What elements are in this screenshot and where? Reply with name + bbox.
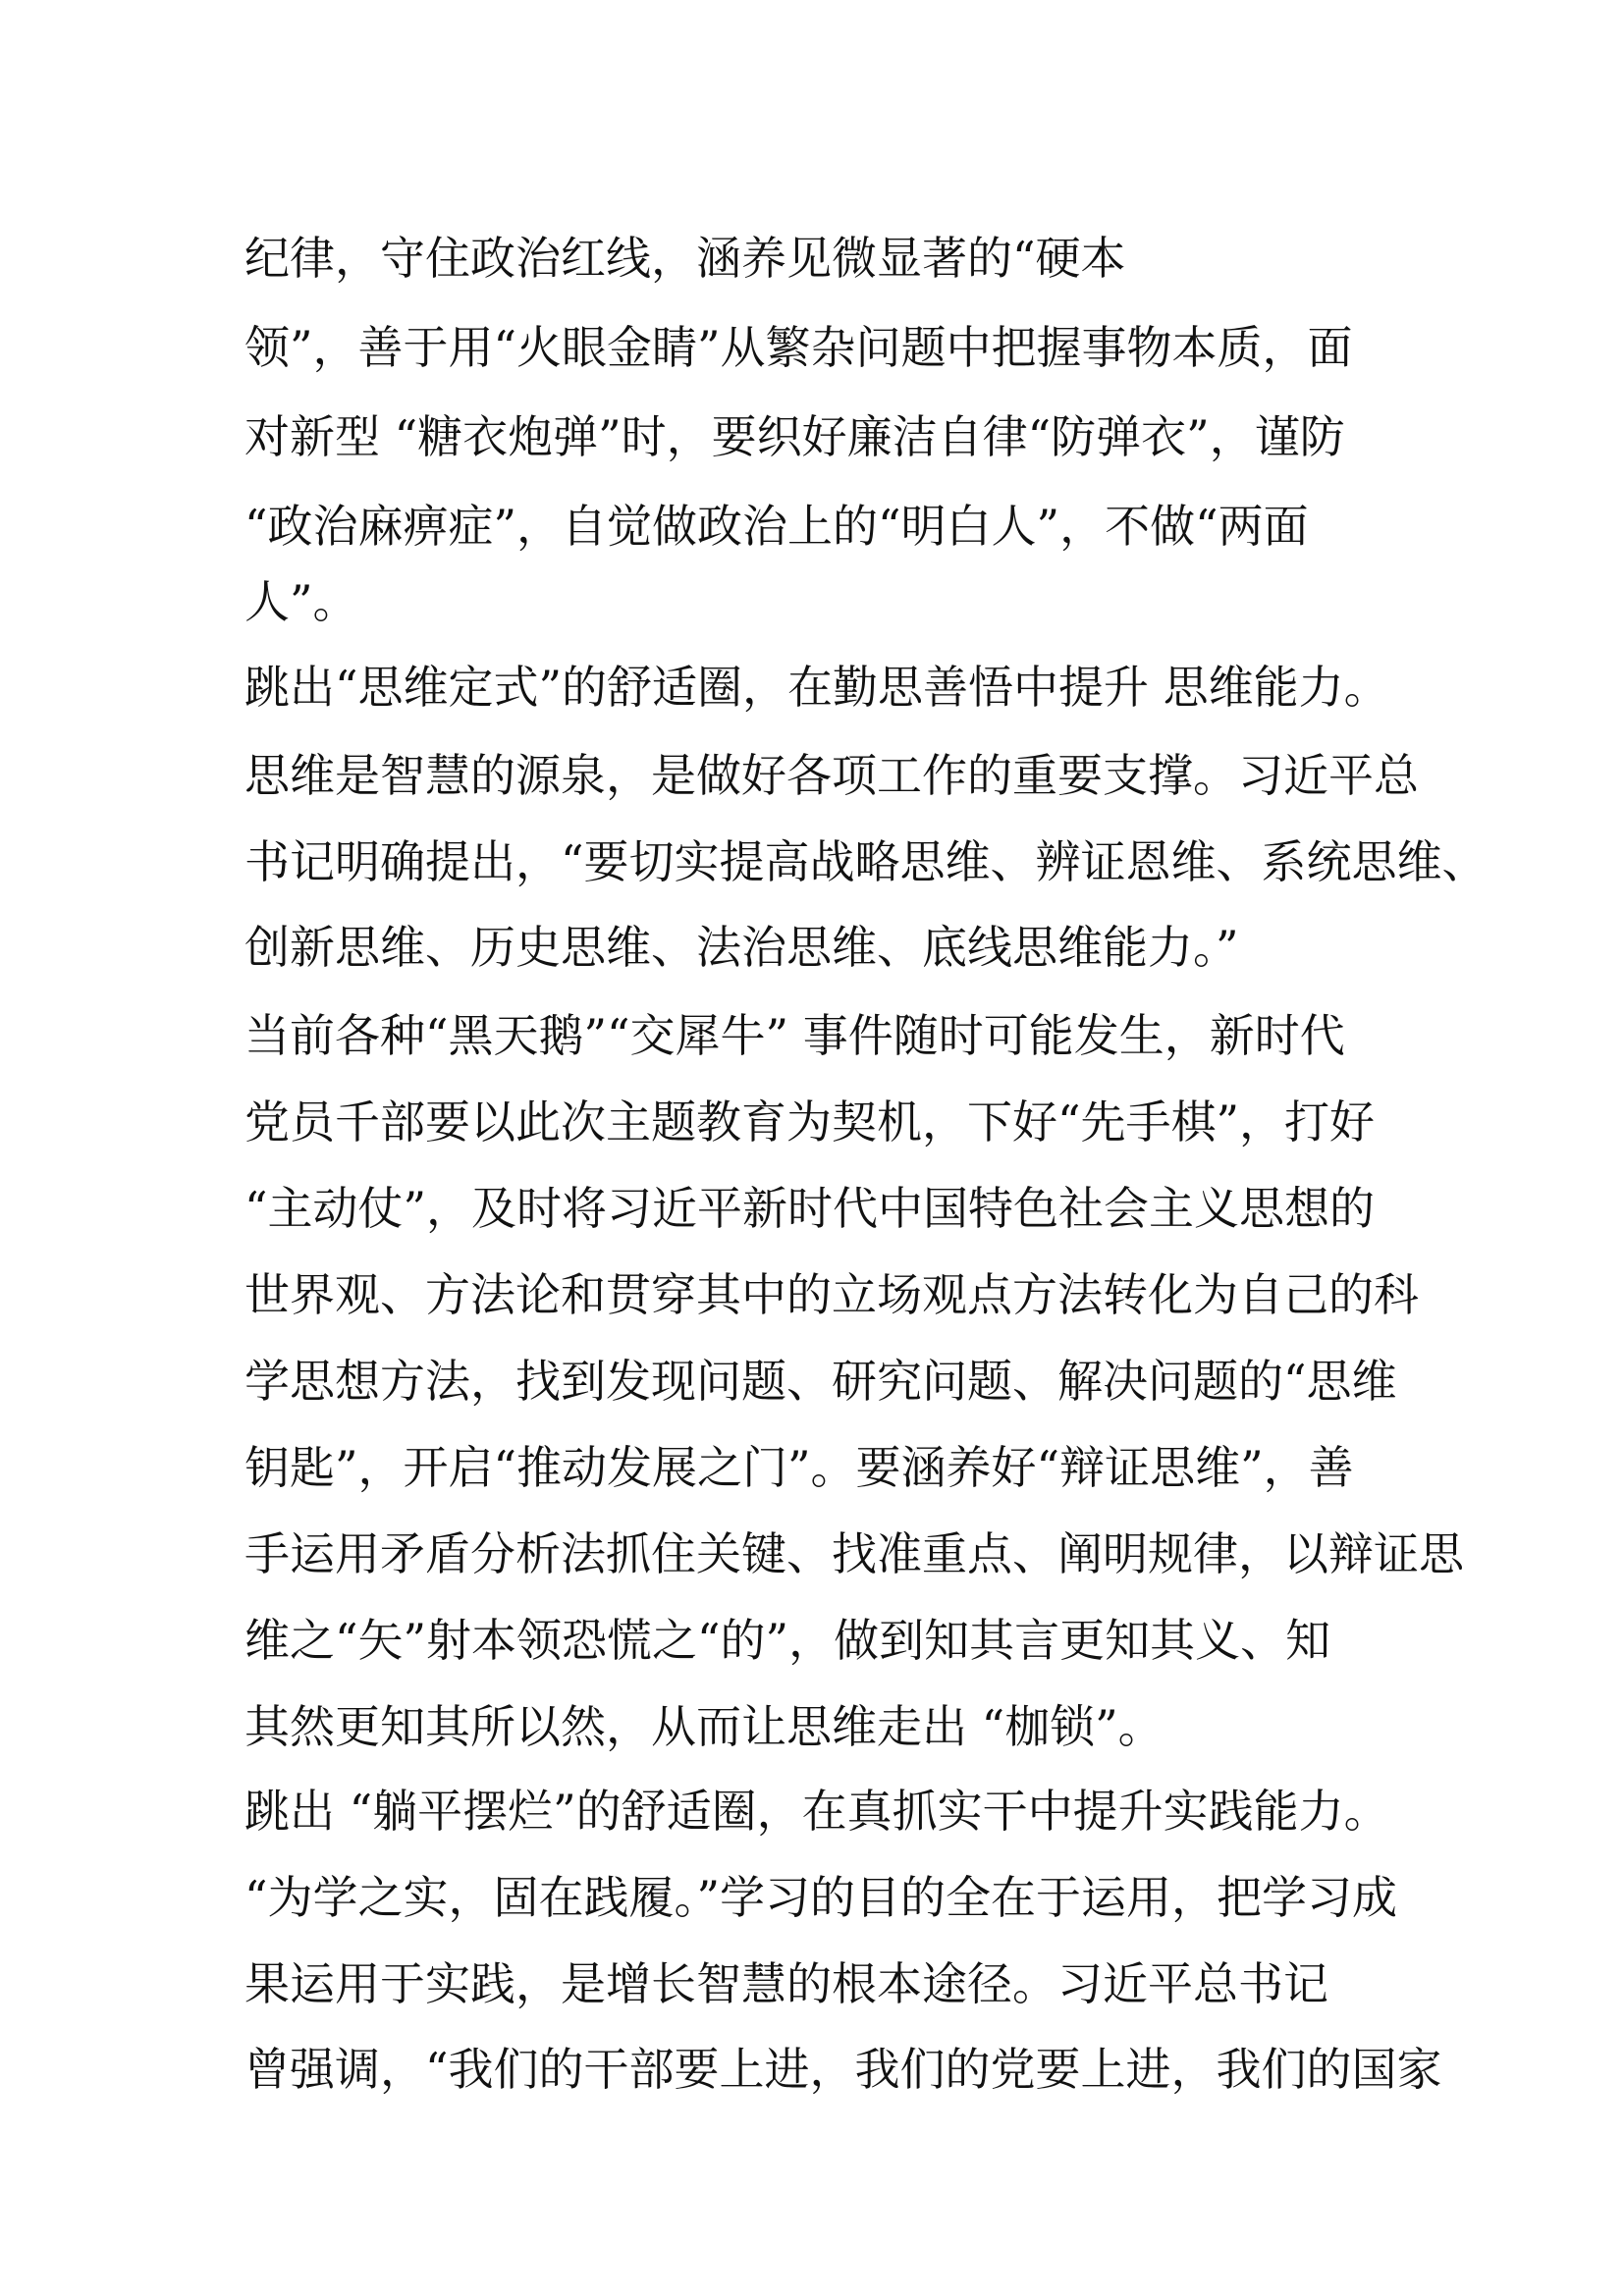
text-line-15: 钥匙”，开启“推动发展之门”。要涵养好“辩证思维”，善 — [244, 1441, 1354, 1494]
text-line-20: “为学之实，固在践履。”学习的目的全在于运用，把学习成 — [244, 1871, 1398, 1924]
text-line-3: 对新型 “糖衣炮弹”时，要织好廉洁自律“防弹衣”，谨防 — [244, 410, 1345, 463]
text-line-22: 曾强调，“我们的干部要上进，我们的党要上进，我们的国家 — [244, 2043, 1442, 2096]
text-line-14: 学思想方法，找到发现问题、研究问题、解决问题的“思维 — [244, 1355, 1397, 1408]
text-line-5: 人”。 — [244, 575, 358, 628]
text-line-2: 领”，善于用“火眼金睛”从繁杂问题中把握事物本质，面 — [244, 321, 1353, 374]
text-line-10: 当前各种“黑天鹅”“交犀牛” 事件随时可能发生，新时代 — [244, 1009, 1345, 1062]
text-line-17: 维之“矢”射本领恐慌之“的”，做到知其言更知其义、知 — [244, 1614, 1331, 1667]
text-line-16: 手运用矛盾分析法抓住关键、找准重点、阐明规律，以辩证思 — [244, 1527, 1464, 1580]
text-line-9: 创新思维、历史思维、法治思维、底线思维能力。” — [244, 921, 1239, 974]
text-line-21: 果运用于实践，是增长智慧的根本途径。习近平总书记 — [244, 1957, 1328, 2010]
text-line-4: “政治麻痹症”，自觉做政治上的“明白人”，不做“两面 — [244, 500, 1309, 553]
text-line-8: 书记明确提出，“要切实提高战略思维、辨证恩维、系统思维、 — [244, 835, 1488, 888]
text-line-13: 世界观、方法论和贯穿其中的立场观点方法转化为自己的科 — [244, 1268, 1419, 1321]
text-line-11: 党员千部要以此次主题教育为契机，下好“先手棋”，打好 — [244, 1095, 1376, 1148]
text-line-6: 跳出“思维定式”的舒适圈，在勤思善悟中提升 思维能力。 — [244, 661, 1389, 714]
text-line-1: 纪律，守住政治红线，涵养见微显著的“硬本 — [244, 232, 1126, 285]
text-line-7: 思维是智慧的源泉，是做好各项工作的重要支撑。习近平总 — [244, 749, 1419, 802]
text-line-12: “主动仗”，及时将习近平新时代中国特色社会主义思想的 — [244, 1182, 1376, 1235]
text-line-19: 跳出 “躺平摆烂”的舒适圈，在真抓实干中提升实践能力。 — [244, 1785, 1389, 1838]
text-line-18: 其然更知其所以然，从而让思维走出 “枷锁”。 — [244, 1700, 1164, 1753]
